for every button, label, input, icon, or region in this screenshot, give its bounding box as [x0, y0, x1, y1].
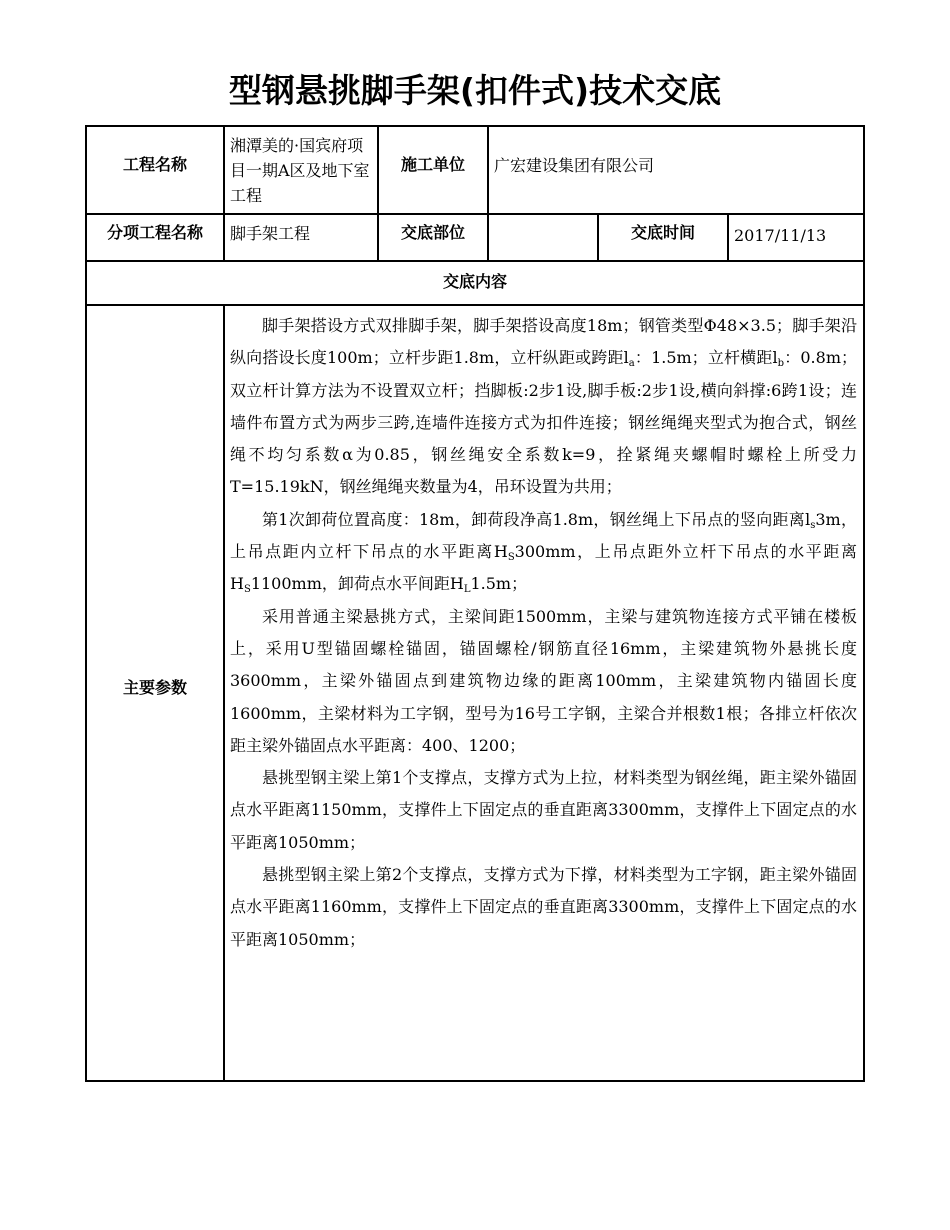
param-paragraph: 采用普通主梁悬挑方式，主梁间距1500mm，主梁与建筑物连接方式平铺在楼板上，采用U型锚固螺栓锚固，锚固螺栓/钢筋直径16mm，主梁建筑物外悬挑长度3600mm，主梁外锚固点到建筑物边缘的距离100mm，主梁建筑物内锚固长度1600mm，主梁材料为工字钢，型号为16号工字钢，主梁合并根数1根；各排立杆依次距主梁外锚固点水平距离：400、1200； [230, 606, 857, 755]
disclosure-time-value: 2017/11/13 [734, 226, 827, 245]
param-paragraph: 悬挑型钢主梁上第1个支撑点，支撑方式为上拉，材料类型为钢丝绳，距主梁外锚固点水平距离1150mm，支撑件上下固定点的垂直距离3300mm，支撑件上下固定点的水平距离1050mm； [230, 768, 857, 852]
disclosure-time-label: 交底时间 [630, 223, 695, 242]
param-paragraph: 脚手架搭设方式双排脚手架，脚手架搭设高度18m；钢管类型Φ48×3.5；脚手架沿纵向搭设长度100m；立杆步距1.8m，立杆纵距或跨距$l_a$：1.5m；立杆横距$l_b$：0.8m；双立杆计算方法为不设置双立杆；挡脚板:2步1设,脚手板:2步1设,横向斜撑:6跨1设；连墙件布置方式为两步三跨,连墙件连接方式为扣件连接；钢丝绳绳夹型式为抱合式，钢丝绳不均匀系数α为0.85，钢丝绳安全系数k=9，拴紧绳夹螺帽时螺栓上所受力T=15.19kN，钢丝绳绳夹数量为4，吊环设置为共用； [230, 316, 857, 497]
construction-unit-value: 广宏建设集团有限公司 [494, 156, 655, 175]
param-paragraph: 第1次卸荷位置高度：18m，卸荷段净高1.8m，钢丝绳上下吊点的竖向距离$l_s3m$，上吊点距内立杆下吊点的水平距离$H_S300mm$，上吊点距外立杆下吊点的水平距离$H_S1100mm$，卸荷点水平间距$H_L1.5m$； [230, 509, 857, 596]
project-name-label: 工程名称 [122, 154, 187, 174]
main-params-label: 主要参数 [122, 677, 187, 697]
param-paragraph: 悬挑型钢主梁上第2个支撑点，支撑方式为下撑，材料类型为工字钢，距主梁外锚固点水平距离1160mm，支撑件上下固定点的垂直距离3300mm，支撑件上下固定点的水平距离1050mm； [230, 865, 857, 949]
sub-project-label: 分项工程名称 [106, 223, 203, 242]
disclosure-part-value [489, 217, 597, 257]
section-title: 交底内容 [442, 271, 507, 291]
construction-unit-label: 施工单位 [400, 154, 465, 174]
disclosure-table [85, 125, 865, 1082]
main-params-content [225, 308, 863, 1078]
document-title: 型钢悬挑脚手架(扣件式)技术交底 [228, 71, 722, 110]
disclosure-part-label: 交底部位 [400, 223, 465, 242]
sub-project-value: 脚手架工程 [230, 224, 311, 243]
project-name-value: 湘潭美的·国宾府项目一期A区及地下室工程 [230, 136, 370, 205]
